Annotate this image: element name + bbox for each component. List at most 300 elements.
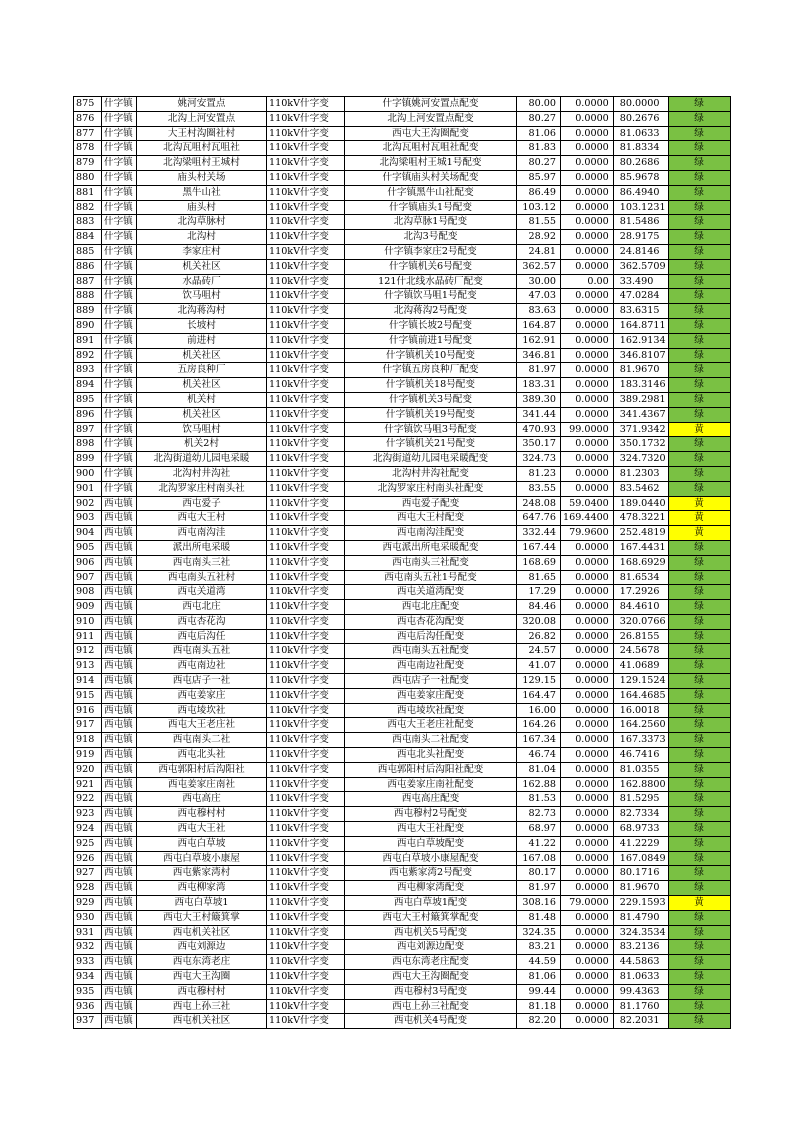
table-row <box>74 629 731 644</box>
occupied-load-cell: 0.0000 <box>561 866 614 881</box>
available-capacity-cell: 46.7416 <box>613 748 668 763</box>
total-load-cell: 83.63 <box>517 304 561 319</box>
table-row <box>74 496 731 511</box>
table-body <box>74 97 731 1029</box>
transformer-cell: 北沟草脉1号配变 <box>345 215 517 230</box>
total-load-cell: 28.92 <box>517 230 561 245</box>
substation-cell: 110kV什字变 <box>267 437 345 452</box>
town-cell: 西屯镇 <box>102 748 137 763</box>
status-cell: 绿 <box>668 289 730 304</box>
status-cell: 绿 <box>668 748 730 763</box>
row-number-cell: 920 <box>74 762 102 777</box>
row-number-cell: 930 <box>74 910 102 925</box>
town-cell: 什字镇 <box>102 170 137 185</box>
town-cell: 西屯镇 <box>102 822 137 837</box>
row-number-cell: 881 <box>74 185 102 200</box>
available-capacity-cell: 81.0633 <box>613 126 668 141</box>
table-row <box>74 703 731 718</box>
substation-cell: 110kV什字变 <box>267 526 345 541</box>
transformer-cell: 什字镇机关21号配变 <box>345 437 517 452</box>
status-cell: 黄 <box>668 496 730 511</box>
available-capacity-cell: 81.9670 <box>613 363 668 378</box>
site-name-cell: 西屯机关社区 <box>137 925 267 940</box>
town-cell: 西屯镇 <box>102 777 137 792</box>
occupied-load-cell: 0.0000 <box>561 659 614 674</box>
available-capacity-cell: 168.6929 <box>613 555 668 570</box>
available-capacity-cell: 350.1732 <box>613 437 668 452</box>
site-name-cell: 北沟村 <box>137 230 267 245</box>
occupied-load-cell: 0.0000 <box>561 777 614 792</box>
occupied-load-cell: 0.0000 <box>561 259 614 274</box>
transformer-cell: 北沟3号配变 <box>345 230 517 245</box>
occupied-load-cell: 0.0000 <box>561 614 614 629</box>
transformer-cell: 西屯紫家湾2号配变 <box>345 866 517 881</box>
available-capacity-cell: 47.0284 <box>613 289 668 304</box>
available-capacity-cell: 346.8107 <box>613 348 668 363</box>
table-row <box>74 896 731 911</box>
town-cell: 西屯镇 <box>102 851 137 866</box>
town-cell: 西屯镇 <box>102 703 137 718</box>
town-cell: 西屯镇 <box>102 925 137 940</box>
total-load-cell: 16.00 <box>517 703 561 718</box>
substation-cell: 110kV什字变 <box>267 822 345 837</box>
available-capacity-cell: 33.490 <box>613 274 668 289</box>
table-row <box>74 407 731 422</box>
status-cell: 绿 <box>668 629 730 644</box>
table-row <box>74 910 731 925</box>
row-number-cell: 892 <box>74 348 102 363</box>
available-capacity-cell: 167.4431 <box>613 540 668 555</box>
table-row <box>74 318 731 333</box>
status-cell: 绿 <box>668 910 730 925</box>
status-cell: 绿 <box>668 762 730 777</box>
occupied-load-cell: 169.4400 <box>561 511 614 526</box>
occupied-load-cell: 79.9600 <box>561 526 614 541</box>
status-cell: 绿 <box>668 259 730 274</box>
status-cell: 绿 <box>668 807 730 822</box>
table-row <box>74 1014 731 1029</box>
site-name-cell: 李家庄村 <box>137 244 267 259</box>
total-load-cell: 41.22 <box>517 836 561 851</box>
transformer-cell: 什字镇机关19号配变 <box>345 407 517 422</box>
row-number-cell: 906 <box>74 555 102 570</box>
site-name-cell: 西屯南头二社 <box>137 733 267 748</box>
available-capacity-cell: 17.2926 <box>613 585 668 600</box>
town-cell: 西屯镇 <box>102 540 137 555</box>
total-load-cell: 81.97 <box>517 881 561 896</box>
status-cell: 绿 <box>668 984 730 999</box>
total-load-cell: 103.12 <box>517 200 561 215</box>
row-number-cell: 900 <box>74 466 102 481</box>
substation-cell: 110kV什字变 <box>267 807 345 822</box>
row-number-cell: 886 <box>74 259 102 274</box>
table-row <box>74 481 731 496</box>
site-name-cell: 机关社区 <box>137 348 267 363</box>
total-load-cell: 81.18 <box>517 999 561 1014</box>
substation-cell: 110kV什字变 <box>267 733 345 748</box>
status-cell: 绿 <box>668 792 730 807</box>
total-load-cell: 362.57 <box>517 259 561 274</box>
total-load-cell: 86.49 <box>517 185 561 200</box>
substation-cell: 110kV什字变 <box>267 703 345 718</box>
row-number-cell: 923 <box>74 807 102 822</box>
town-cell: 西屯镇 <box>102 970 137 985</box>
transformer-cell: 什字镇饮马咀1号配变 <box>345 289 517 304</box>
occupied-load-cell: 0.0000 <box>561 230 614 245</box>
table-row <box>74 792 731 807</box>
transformer-cell: 西屯店子一社配变 <box>345 674 517 689</box>
site-name-cell: 西屯柳家湾 <box>137 881 267 896</box>
substation-cell: 110kV什字变 <box>267 644 345 659</box>
occupied-load-cell: 0.0000 <box>561 215 614 230</box>
status-cell: 绿 <box>668 540 730 555</box>
table-row <box>74 807 731 822</box>
occupied-load-cell: 0.0000 <box>561 185 614 200</box>
substation-cell: 110kV什字变 <box>267 422 345 437</box>
total-load-cell: 68.97 <box>517 822 561 837</box>
site-name-cell: 西屯南边社 <box>137 659 267 674</box>
total-load-cell: 324.73 <box>517 452 561 467</box>
occupied-load-cell: 0.0000 <box>561 200 614 215</box>
status-cell: 绿 <box>668 274 730 289</box>
total-load-cell: 82.20 <box>517 1014 561 1029</box>
town-cell: 西屯镇 <box>102 718 137 733</box>
occupied-load-cell: 0.0000 <box>561 466 614 481</box>
substation-cell: 110kV什字变 <box>267 1014 345 1029</box>
transformer-cell: 西屯关道湾配变 <box>345 585 517 600</box>
row-number-cell: 919 <box>74 748 102 763</box>
table-row <box>74 748 731 763</box>
town-cell: 什字镇 <box>102 437 137 452</box>
total-load-cell: 346.81 <box>517 348 561 363</box>
available-capacity-cell: 83.6315 <box>613 304 668 319</box>
status-cell: 绿 <box>668 659 730 674</box>
transformer-cell: 西屯白草坡1配变 <box>345 896 517 911</box>
table-row <box>74 452 731 467</box>
occupied-load-cell: 0.0000 <box>561 733 614 748</box>
total-load-cell: 320.08 <box>517 614 561 629</box>
row-number-cell: 891 <box>74 333 102 348</box>
table-row <box>74 304 731 319</box>
occupied-load-cell: 0.0000 <box>561 570 614 585</box>
status-cell: 绿 <box>668 733 730 748</box>
status-cell: 绿 <box>668 955 730 970</box>
total-load-cell: 99.44 <box>517 984 561 999</box>
substation-cell: 110kV什字变 <box>267 156 345 171</box>
table-row <box>74 259 731 274</box>
transformer-cell: 什字镇机关18号配变 <box>345 378 517 393</box>
occupied-load-cell: 0.0000 <box>561 141 614 156</box>
occupied-load-cell: 0.0000 <box>561 540 614 555</box>
site-name-cell: 机关社区 <box>137 259 267 274</box>
table-row <box>74 333 731 348</box>
site-name-cell: 前进村 <box>137 333 267 348</box>
row-number-cell: 935 <box>74 984 102 999</box>
status-cell: 绿 <box>668 777 730 792</box>
occupied-load-cell: 79.0000 <box>561 896 614 911</box>
occupied-load-cell: 0.0000 <box>561 718 614 733</box>
site-name-cell: 北沟上河安置点 <box>137 111 267 126</box>
status-cell: 绿 <box>668 925 730 940</box>
occupied-load-cell: 0.0000 <box>561 97 614 112</box>
row-number-cell: 921 <box>74 777 102 792</box>
available-capacity-cell: 164.4685 <box>613 688 668 703</box>
table-row <box>74 348 731 363</box>
available-capacity-cell: 183.3146 <box>613 378 668 393</box>
available-capacity-cell: 84.4610 <box>613 600 668 615</box>
transformer-cell: 121什北线水晶砖厂配变 <box>345 274 517 289</box>
row-number-cell: 927 <box>74 866 102 881</box>
site-name-cell: 西屯姜家庄南社 <box>137 777 267 792</box>
table-row <box>74 170 731 185</box>
town-cell: 西屯镇 <box>102 570 137 585</box>
transformer-cell: 西屯大王老庄社配变 <box>345 718 517 733</box>
site-name-cell: 西屯郭阳村后沟阳社 <box>137 762 267 777</box>
site-name-cell: 庙头村关场 <box>137 170 267 185</box>
total-load-cell: 389.30 <box>517 392 561 407</box>
site-name-cell: 西屯店子一社 <box>137 674 267 689</box>
transformer-cell: 西屯东湾老庄配变 <box>345 955 517 970</box>
row-number-cell: 911 <box>74 629 102 644</box>
table-row <box>74 540 731 555</box>
occupied-load-cell: 0.0000 <box>561 600 614 615</box>
status-cell: 黄 <box>668 526 730 541</box>
status-cell: 绿 <box>668 363 730 378</box>
substation-cell: 110kV什字变 <box>267 141 345 156</box>
total-load-cell: 162.88 <box>517 777 561 792</box>
site-name-cell: 西屯紫家湾村 <box>137 866 267 881</box>
substation-cell: 110kV什字变 <box>267 496 345 511</box>
row-number-cell: 880 <box>74 170 102 185</box>
occupied-load-cell: 0.0000 <box>561 925 614 940</box>
available-capacity-cell: 68.9733 <box>613 822 668 837</box>
substation-cell: 110kV什字变 <box>267 126 345 141</box>
total-load-cell: 83.55 <box>517 481 561 496</box>
transformer-cell: 西屯北头社配变 <box>345 748 517 763</box>
transformer-cell: 西屯刘源边配变 <box>345 940 517 955</box>
substation-cell: 110kV什字变 <box>267 452 345 467</box>
available-capacity-cell: 81.6534 <box>613 570 668 585</box>
available-capacity-cell: 189.0440 <box>613 496 668 511</box>
table-row <box>74 866 731 881</box>
total-load-cell: 167.44 <box>517 540 561 555</box>
table-row <box>74 141 731 156</box>
town-cell: 什字镇 <box>102 378 137 393</box>
substation-cell: 110kV什字变 <box>267 674 345 689</box>
status-cell: 绿 <box>668 999 730 1014</box>
transformer-cell: 西屯大王社配变 <box>345 822 517 837</box>
status-cell: 绿 <box>668 318 730 333</box>
substation-cell: 110kV什字变 <box>267 896 345 911</box>
town-cell: 西屯镇 <box>102 999 137 1014</box>
row-number-cell: 926 <box>74 851 102 866</box>
status-cell: 黄 <box>668 511 730 526</box>
table-row <box>74 244 731 259</box>
transformer-cell: 北沟村井沟社配变 <box>345 466 517 481</box>
substation-cell: 110kV什字变 <box>267 230 345 245</box>
transformer-cell: 什字镇饮马咀3号配变 <box>345 422 517 437</box>
status-cell: 绿 <box>668 822 730 837</box>
status-cell: 绿 <box>668 156 730 171</box>
occupied-load-cell: 0.0000 <box>561 363 614 378</box>
substation-cell: 110kV什字变 <box>267 925 345 940</box>
transformer-cell: 西屯大王村配变 <box>345 511 517 526</box>
occupied-load-cell: 0.0000 <box>561 881 614 896</box>
occupied-load-cell: 0.0000 <box>561 437 614 452</box>
available-capacity-cell: 81.4790 <box>613 910 668 925</box>
table-row <box>74 378 731 393</box>
occupied-load-cell: 59.0400 <box>561 496 614 511</box>
status-cell: 绿 <box>668 585 730 600</box>
table-row <box>74 762 731 777</box>
status-cell: 绿 <box>668 126 730 141</box>
town-cell: 什字镇 <box>102 466 137 481</box>
available-capacity-cell: 164.8711 <box>613 318 668 333</box>
row-number-cell: 894 <box>74 378 102 393</box>
available-capacity-cell: 252.4819 <box>613 526 668 541</box>
town-cell: 什字镇 <box>102 481 137 496</box>
substation-cell: 110kV什字变 <box>267 407 345 422</box>
site-name-cell: 西屯南头三社 <box>137 555 267 570</box>
total-load-cell: 44.59 <box>517 955 561 970</box>
status-cell: 绿 <box>668 170 730 185</box>
site-name-cell: 西屯白草坡 <box>137 836 267 851</box>
site-name-cell: 北沟草脉村 <box>137 215 267 230</box>
row-number-cell: 875 <box>74 97 102 112</box>
available-capacity-cell: 478.3221 <box>613 511 668 526</box>
available-capacity-cell: 229.1593 <box>613 896 668 911</box>
occupied-load-cell: 0.0000 <box>561 126 614 141</box>
occupied-load-cell: 0.0000 <box>561 555 614 570</box>
total-load-cell: 129.15 <box>517 674 561 689</box>
total-load-cell: 84.46 <box>517 600 561 615</box>
transformer-cell: 西屯穆村2号配变 <box>345 807 517 822</box>
available-capacity-cell: 362.5709 <box>613 259 668 274</box>
occupied-load-cell: 0.0000 <box>561 304 614 319</box>
town-cell: 什字镇 <box>102 363 137 378</box>
total-load-cell: 81.06 <box>517 970 561 985</box>
site-name-cell: 西屯穆村村 <box>137 984 267 999</box>
table-row <box>74 156 731 171</box>
row-number-cell: 903 <box>74 511 102 526</box>
row-number-cell: 887 <box>74 274 102 289</box>
transformer-cell: 北沟蒋沟2号配变 <box>345 304 517 319</box>
occupied-load-cell: 0.0000 <box>561 407 614 422</box>
transformer-cell: 西屯高庄配变 <box>345 792 517 807</box>
available-capacity-cell: 81.5486 <box>613 215 668 230</box>
transformer-cell: 西屯南沟洼配变 <box>345 526 517 541</box>
town-cell: 什字镇 <box>102 304 137 319</box>
transformer-cell: 西屯南头二社配变 <box>345 733 517 748</box>
total-load-cell: 341.44 <box>517 407 561 422</box>
table-row <box>74 185 731 200</box>
site-name-cell: 西屯大王老庄社 <box>137 718 267 733</box>
available-capacity-cell: 164.2560 <box>613 718 668 733</box>
town-cell: 西屯镇 <box>102 955 137 970</box>
substation-cell: 110kV什字变 <box>267 688 345 703</box>
site-name-cell: 机关社区 <box>137 407 267 422</box>
site-name-cell: 西屯北庄 <box>137 600 267 615</box>
occupied-load-cell: 0.0000 <box>561 910 614 925</box>
transformer-cell: 西屯穆村3号配变 <box>345 984 517 999</box>
table-row <box>74 511 731 526</box>
substation-cell: 110kV什字变 <box>267 629 345 644</box>
status-cell: 黄 <box>668 422 730 437</box>
site-name-cell: 饮马咀村 <box>137 422 267 437</box>
status-cell: 绿 <box>668 230 730 245</box>
transformer-cell: 西屯大王沟圈配变 <box>345 970 517 985</box>
table-row <box>74 585 731 600</box>
occupied-load-cell: 0.0000 <box>561 378 614 393</box>
total-load-cell: 80.27 <box>517 156 561 171</box>
transformer-cell: 西屯姜家庄配变 <box>345 688 517 703</box>
available-capacity-cell: 86.4940 <box>613 185 668 200</box>
status-cell: 绿 <box>668 304 730 319</box>
substation-cell: 110kV什字变 <box>267 481 345 496</box>
site-name-cell: 西屯机关社区 <box>137 1014 267 1029</box>
available-capacity-cell: 26.8155 <box>613 629 668 644</box>
substation-cell: 110kV什字变 <box>267 792 345 807</box>
total-load-cell: 26.82 <box>517 629 561 644</box>
substation-cell: 110kV什字变 <box>267 511 345 526</box>
substation-cell: 110kV什字变 <box>267 466 345 481</box>
substation-cell: 110kV什字变 <box>267 570 345 585</box>
table-row <box>74 215 731 230</box>
available-capacity-cell: 81.5295 <box>613 792 668 807</box>
status-cell: 绿 <box>668 600 730 615</box>
substation-cell: 110kV什字变 <box>267 540 345 555</box>
substation-cell: 110kV什字变 <box>267 333 345 348</box>
total-load-cell: 81.65 <box>517 570 561 585</box>
total-load-cell: 324.35 <box>517 925 561 940</box>
transformer-cell: 西屯郭阳村后沟阳社配变 <box>345 762 517 777</box>
available-capacity-cell: 99.4363 <box>613 984 668 999</box>
town-cell: 西屯镇 <box>102 733 137 748</box>
row-number-cell: 888 <box>74 289 102 304</box>
occupied-load-cell: 0.0000 <box>561 170 614 185</box>
row-number-cell: 898 <box>74 437 102 452</box>
total-load-cell: 47.03 <box>517 289 561 304</box>
site-name-cell: 北沟罗家庄村南头社 <box>137 481 267 496</box>
site-name-cell: 北沟村井沟社 <box>137 466 267 481</box>
status-cell: 绿 <box>668 866 730 881</box>
town-cell: 什字镇 <box>102 97 137 112</box>
table-row <box>74 718 731 733</box>
occupied-load-cell: 0.0000 <box>561 688 614 703</box>
occupied-load-cell: 0.0000 <box>561 244 614 259</box>
status-cell: 绿 <box>668 452 730 467</box>
transformer-cell: 西屯大王沟圈配变 <box>345 126 517 141</box>
status-cell: 绿 <box>668 466 730 481</box>
transformer-cell: 什字镇前进1号配变 <box>345 333 517 348</box>
occupied-load-cell: 0.0000 <box>561 822 614 837</box>
site-name-cell: 机关村 <box>137 392 267 407</box>
total-load-cell: 167.34 <box>517 733 561 748</box>
status-cell: 绿 <box>668 141 730 156</box>
row-number-cell: 916 <box>74 703 102 718</box>
table-row <box>74 881 731 896</box>
occupied-load-cell: 0.0000 <box>561 1014 614 1029</box>
substation-cell: 110kV什字变 <box>267 244 345 259</box>
total-load-cell: 81.53 <box>517 792 561 807</box>
town-cell: 西屯镇 <box>102 526 137 541</box>
substation-cell: 110kV什字变 <box>267 881 345 896</box>
occupied-load-cell: 0.0000 <box>561 674 614 689</box>
site-name-cell: 水晶砖厂 <box>137 274 267 289</box>
total-load-cell: 46.74 <box>517 748 561 763</box>
town-cell: 西屯镇 <box>102 629 137 644</box>
substation-cell: 110kV什字变 <box>267 748 345 763</box>
